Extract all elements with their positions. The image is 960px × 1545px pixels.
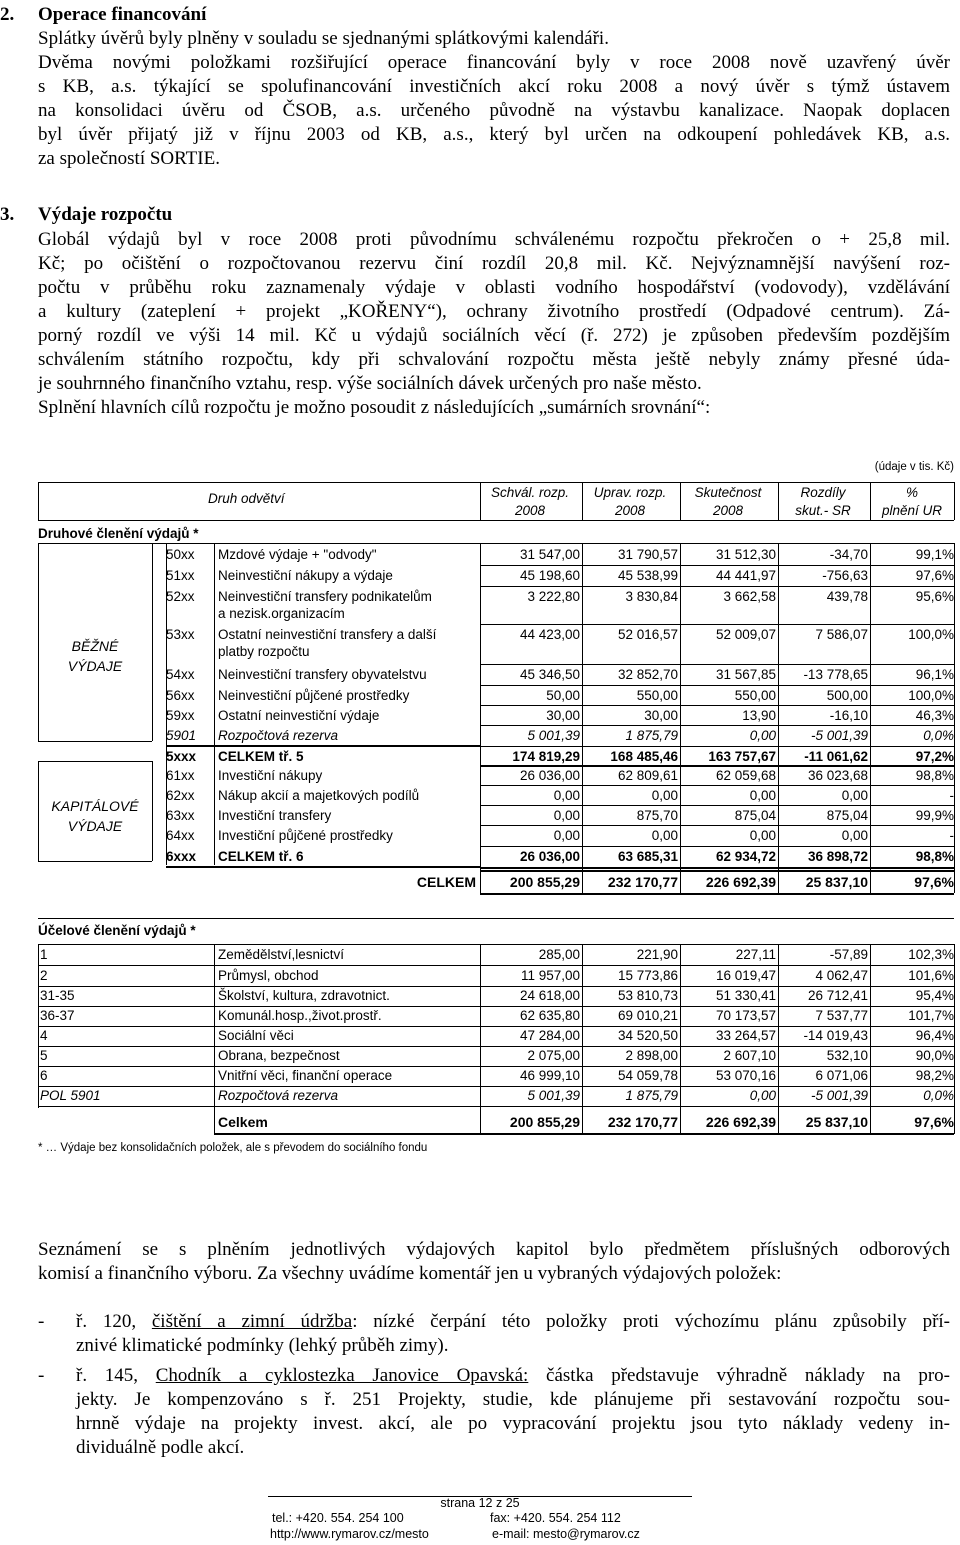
- row-value: 0,00: [841, 788, 868, 803]
- text-line: Splnění hlavních cílů rozpočtu je možno posoudit z následujících „sumárních srovnání“:: [38, 397, 711, 418]
- text-line: a kultury (zateplení + projekt „KOŘENY“), ochrany životního prostředí (Odpadové centrum). Zá-: [38, 301, 950, 322]
- row-name: Investiční nákupy: [218, 768, 323, 783]
- row-code: 51xx: [166, 568, 195, 583]
- row-value: 15 773,86: [617, 968, 678, 983]
- row-value: 875,04: [826, 808, 868, 823]
- druh-odvetvi-label: Druh odvětví: [208, 491, 285, 506]
- footer-email-link[interactable]: e-mail: mesto@rymarov.cz: [492, 1527, 640, 1541]
- total-value: 200 855,29: [509, 1114, 580, 1130]
- row-value: 11 957,00: [520, 968, 580, 983]
- row-value: 3 662,58: [723, 589, 776, 604]
- row-value: 100,0%: [908, 688, 954, 703]
- grand-total-value: 25 837,10: [805, 874, 868, 890]
- row-code: 56xx: [166, 688, 195, 703]
- row-value: 44 441,97: [715, 568, 776, 583]
- row-value: 168 485,46: [610, 749, 678, 764]
- row-value: 3 830,84: [625, 589, 678, 604]
- row-value: 2 898,00: [625, 1048, 678, 1063]
- row-value: 45 346,50: [519, 667, 580, 682]
- text-line: dividuálně podle akcí.: [76, 1437, 245, 1458]
- row-value: -: [949, 828, 954, 843]
- row-value: 70 173,57: [715, 1008, 776, 1023]
- text-line: porný rozdíl ve výši 14 mil. Kč u výdajů sociálních věcí (ř. 272) je způsoben především pozdějším: [38, 325, 950, 346]
- item-underlined: čištění a zimní údržba: [151, 1311, 353, 1332]
- row-value: 0,00: [749, 828, 776, 843]
- row-value: 0,00: [749, 1088, 776, 1103]
- item-2: [38, 1364, 950, 1460]
- row-value: 34 520,50: [617, 1028, 678, 1043]
- row-value: 285,00: [538, 947, 580, 962]
- row-value: 53 070,16: [715, 1068, 776, 1083]
- row-name: Obrana, bezpečnost: [218, 1048, 340, 1063]
- section-title: Operace financování: [38, 4, 207, 25]
- row-name: Investiční transfery: [218, 808, 332, 823]
- item-underlined: Chodník a cyklostezka Janovice Opavská:: [155, 1365, 529, 1386]
- row-value: 99,9%: [915, 808, 954, 823]
- row-code: 5: [40, 1048, 48, 1063]
- row-code: 59xx: [166, 708, 195, 723]
- text-line: Kč; po očištění o rozpočtovanou rezervu činí rozdíl 20,8 mil. Kč. Nejvýznamnější navýšení roz-: [38, 253, 950, 274]
- row-value: 6 071,06: [815, 1068, 868, 1083]
- column-subheader: plnění UR: [881, 503, 943, 518]
- row-value: 2 607,10: [723, 1048, 776, 1063]
- section-title: Výdaje rozpočtu: [38, 204, 173, 225]
- row-code: 5xxx: [166, 749, 197, 764]
- row-value: 100,0%: [908, 627, 954, 642]
- item-prefix: ř. 120,: [76, 1311, 152, 1332]
- row-value: 36 898,72: [807, 849, 868, 864]
- row-value: 98,2%: [915, 1068, 954, 1083]
- row-value: 46,3%: [915, 708, 954, 723]
- row-code: 53xx: [166, 627, 195, 642]
- row-code: 2: [40, 968, 48, 983]
- grand-total-value: 97,6%: [914, 874, 954, 890]
- row-value: 0,00: [553, 808, 580, 823]
- row-value: -5 001,39: [810, 728, 868, 743]
- row-value: 500,00: [826, 688, 868, 703]
- item-dash: -: [38, 1365, 45, 1386]
- row-value: 101,6%: [908, 968, 954, 983]
- row-value: 95,6%: [915, 589, 954, 604]
- column-subheader: 2008: [614, 503, 646, 518]
- row-value: 97,2%: [915, 749, 954, 764]
- text-line: jekty. Je kompenzováno s ř. 251 Projekty, studie, kde plánujeme při sestavování rozpočtu sou-: [76, 1389, 950, 1410]
- text-line: komisí a finančního výboru. Za všechny uvádíme komentář jen u vybraných výdajových položek:: [38, 1263, 782, 1284]
- row-value: 163 757,67: [708, 749, 776, 764]
- row-value: -11 061,62: [804, 749, 868, 764]
- row-value: 0,00: [553, 828, 580, 843]
- row-value: 52 016,57: [617, 627, 678, 642]
- total-value: 226 692,39: [705, 1114, 776, 1130]
- ucelove-title: Účelové členění výdajů *: [38, 923, 196, 938]
- row-value: 54 059,78: [617, 1068, 678, 1083]
- row-value: 1 875,79: [625, 728, 678, 743]
- text-line: hrnně výdaje na projekty invest. akcí, ale po vypracování projektu jsou tyto náklady vedeny in-: [76, 1413, 950, 1434]
- column-header: Rozdíly: [800, 485, 846, 500]
- row-value: 439,78: [826, 589, 868, 604]
- row-value: 97,6%: [915, 568, 954, 583]
- grand-total-label: CELKEM: [416, 874, 476, 890]
- row-code: 1: [40, 947, 48, 962]
- text-line: Splátky úvěrů byly plněny v souladu se sjednanými splátkovými kalendáři.: [38, 28, 609, 49]
- total-value: 232 170,77: [607, 1114, 678, 1130]
- units-note: (údaje v tis. Kč): [874, 461, 954, 473]
- table-footnote: * … Výdaje bez konsolidačních položek, ale s převodem do sociálního fondu: [38, 1142, 428, 1154]
- row-value: 33 264,57: [715, 1028, 776, 1043]
- row-name: Vnitřní věci, finanční operace: [218, 1068, 393, 1083]
- row-value: 47 284,00: [519, 1028, 580, 1043]
- column-subheader: skut.- SR: [795, 503, 851, 518]
- row-value: 96,1%: [915, 667, 954, 682]
- text-line: za společností SORTIE.: [38, 148, 220, 169]
- row-value: 0,00: [553, 788, 580, 803]
- row-value: 62 635,80: [519, 1008, 580, 1023]
- row-name: CELKEM tř. 5: [218, 749, 304, 764]
- column-header: %: [905, 485, 918, 500]
- row-value: 0,00: [651, 788, 678, 803]
- row-code: 6: [40, 1068, 48, 1083]
- row-code: POL 5901: [40, 1088, 101, 1103]
- column-subheader: 2008: [514, 503, 546, 518]
- row-value: 99,1%: [915, 547, 954, 562]
- row-value: 0,0%: [923, 728, 954, 743]
- text-line: počtu v průběhu roku zaznamenaly výdaje v oblasti vodního hospodářství (vodovody), vzdělávání: [38, 277, 950, 298]
- row-value: 26 712,41: [807, 988, 868, 1003]
- row-value: -57,89: [829, 947, 868, 962]
- row-value: 0,00: [651, 828, 678, 843]
- row-value: 62 809,61: [617, 768, 678, 783]
- row-value: 102,3%: [908, 947, 954, 962]
- section-number: 3.: [0, 204, 15, 225]
- row-value: 98,8%: [915, 849, 954, 864]
- row-value: 53 810,73: [617, 988, 678, 1003]
- row-value: 62 934,72: [715, 849, 776, 864]
- row-value: 52 009,07: [715, 627, 776, 642]
- row-value: 31 547,00: [519, 547, 580, 562]
- row-value: 69 010,21: [617, 1008, 678, 1023]
- row-value: 51 330,41: [715, 988, 776, 1003]
- row-name: Neinvestiční půjčené prostředky: [218, 688, 410, 703]
- row-value: -: [949, 788, 954, 803]
- grand-total-value: 232 170,77: [607, 874, 678, 890]
- row-name-cont: platby rozpočtu: [218, 644, 310, 659]
- row-value: 101,7%: [908, 1008, 954, 1023]
- footer-fax: fax: +420. 554. 254 112: [490, 1511, 621, 1525]
- kapitalove-vydaje-label: KAPITÁLOVÉ VÝDAJE: [51, 798, 139, 834]
- text-line: s KB, a.s. týkající se spolufinancování investičních akcí roku 2008 a nový úvěr s týmž ústavem: [38, 76, 950, 97]
- row-value: 44 423,00: [519, 627, 580, 642]
- druhove-title: Druhové členění výdajů *: [38, 526, 199, 541]
- row-value: 0,00: [841, 828, 868, 843]
- row-value: 62 059,68: [715, 768, 776, 783]
- row-value: 46 999,10: [519, 1068, 580, 1083]
- row-value: 0,00: [749, 788, 776, 803]
- grand-total-value: 200 855,29: [509, 874, 580, 890]
- row-value: 0,0%: [923, 1088, 954, 1103]
- row-value: 45 538,99: [617, 568, 678, 583]
- row-name: Mzdové výdaje + "odvody": [218, 547, 377, 562]
- row-code: 52xx: [166, 589, 195, 604]
- row-name: Rozpočtová rezerva: [218, 728, 339, 743]
- row-name: Zemědělství,lesnictví: [218, 947, 345, 962]
- row-value: -13 778,65: [803, 667, 868, 682]
- row-value: 26 036,00: [519, 849, 580, 864]
- row-value: 63 685,31: [617, 849, 678, 864]
- row-value: -5 001,39: [810, 1088, 868, 1103]
- text-line: znivé klimatické podmínky (lehký průběh zimy).: [76, 1335, 449, 1356]
- text-line: na konsolidaci úvěru od ČSOB, a.s. určeného původně na výstavbu kanalizace. Naopak doplacen: [38, 100, 950, 121]
- row-value: -16,10: [829, 708, 868, 723]
- column-header: Uprav. rozp.: [593, 485, 667, 500]
- row-value: 13,90: [742, 708, 776, 723]
- row-value: 875,04: [734, 808, 776, 823]
- row-value: 45 198,60: [519, 568, 580, 583]
- comment-text: [38, 1238, 950, 1286]
- item-rest: částka představuje výhradně náklady na pro-: [528, 1365, 950, 1386]
- row-value: 50,00: [546, 688, 580, 703]
- text-line: Dvěma novými položkami rozšiřující operace financování byly v roce 2008 nově uzavřený úvěr: [38, 52, 950, 73]
- row-value: 221,90: [636, 947, 678, 962]
- row-code: 5901: [166, 728, 197, 743]
- row-value: 5 001,39: [527, 728, 580, 743]
- section-number: 2.: [0, 4, 15, 25]
- row-value: 24 618,00: [519, 988, 580, 1003]
- row-name: CELKEM tř. 6: [218, 849, 304, 864]
- footer-web-link[interactable]: http://www.rymarov.cz/mesto: [270, 1527, 429, 1541]
- row-value: 26 036,00: [519, 768, 580, 783]
- row-value: 31 790,57: [617, 547, 678, 562]
- text-line: je souhrnného finančního vztahu, resp. výše sociálních dávek určených pro naše město.: [38, 373, 702, 394]
- total-value: 97,6%: [914, 1114, 954, 1130]
- row-value: 31 567,85: [715, 667, 776, 682]
- row-name: Neinvestiční transfery obyvatelstvu: [218, 667, 427, 682]
- row-value: 875,70: [636, 808, 678, 823]
- total-label: Celkem: [218, 1114, 268, 1130]
- row-value: 31 512,30: [715, 547, 776, 562]
- row-value: 36 023,68: [807, 768, 868, 783]
- row-code: 63xx: [166, 808, 195, 823]
- row-code: 6xxx: [166, 849, 197, 864]
- row-value: 1 875,79: [625, 1088, 678, 1103]
- column-header: Schvál. rozp.: [490, 485, 570, 500]
- row-name: Neinvestiční transfery podnikatelům: [218, 589, 432, 604]
- row-value: -756,63: [822, 568, 868, 583]
- row-value: 550,00: [734, 688, 776, 703]
- row-value: 98,8%: [915, 768, 954, 783]
- row-name: Rozpočtová rezerva: [218, 1088, 339, 1103]
- row-value: 174 819,29: [512, 749, 580, 764]
- row-name: Ostatní neinvestiční výdaje: [218, 708, 380, 723]
- item-rest: : nízké čerpání této položky proti výchozímu plánu způsobily pří-: [352, 1311, 950, 1332]
- row-value: 30,00: [546, 708, 580, 723]
- row-value: 0,00: [749, 728, 776, 743]
- bezne-vydaje-label: BĚŽNÉ VÝDAJE: [67, 638, 123, 674]
- row-code: 54xx: [166, 667, 195, 682]
- row-value: 550,00: [636, 688, 678, 703]
- row-value: 2 075,00: [527, 1048, 580, 1063]
- row-value: 4 062,47: [815, 968, 868, 983]
- row-value: 5 001,39: [527, 1088, 580, 1103]
- text-line: Globál výdajů byl v roce 2008 proti původnímu schválenému rozpočtu překročen o + 25,8 mil.: [38, 229, 950, 250]
- row-value: 96,4%: [915, 1028, 954, 1043]
- row-code: 62xx: [166, 788, 195, 803]
- item-prefix: ř. 145,: [76, 1365, 156, 1386]
- row-name: Školství, kultura, zdravotnict.: [218, 988, 390, 1003]
- row-name: Průmysl, obchod: [218, 968, 319, 983]
- row-name: Investiční půjčené prostředky: [218, 828, 393, 843]
- page-number: strana 12 z 25: [440, 1496, 520, 1510]
- row-name-cont: a nezisk.organizacím: [218, 606, 345, 621]
- row-name: Ostatní neinvestiční transfery a další: [218, 627, 437, 642]
- row-value: 3 222,80: [527, 589, 580, 604]
- row-value: -34,70: [829, 547, 868, 562]
- row-value: 16 019,47: [715, 968, 776, 983]
- total-value: 25 837,10: [805, 1114, 868, 1130]
- text-line: schválením státního rozpočtu, kdy při schvalování rozpočtu města ještě nebyly známy přesné úda-: [38, 349, 950, 370]
- text-line: byl úvěr přijatý již v říjnu 2003 od KB, a.s., který byl určen na odkoupení pohledávek KB, a.s.: [38, 124, 950, 145]
- column-subheader: 2008: [712, 503, 744, 518]
- row-name: Sociální věci: [218, 1028, 294, 1043]
- row-value: 532,10: [826, 1048, 868, 1063]
- row-value: 7 537,77: [815, 1008, 868, 1023]
- row-name: Nákup akcií a majetkových podílů: [218, 788, 420, 803]
- row-name: Neinvestiční nákupy a výdaje: [218, 568, 393, 583]
- row-value: -14 019,43: [803, 1028, 868, 1043]
- column-header: Skutečnost: [694, 485, 762, 500]
- grand-total-value: 226 692,39: [705, 874, 776, 890]
- row-code: 36-37: [40, 1008, 75, 1023]
- row-code: 4: [40, 1028, 48, 1043]
- row-code: 64xx: [166, 828, 195, 843]
- footer-tel: tel.: +420. 554. 254 100: [272, 1511, 404, 1525]
- row-value: 227,11: [735, 947, 776, 962]
- row-value: 95,4%: [915, 988, 954, 1003]
- row-value: 90,0%: [915, 1048, 954, 1063]
- row-code: 50xx: [166, 547, 195, 562]
- row-code: 31-35: [40, 988, 75, 1003]
- row-code: 61xx: [166, 768, 195, 783]
- row-value: 7 586,07: [815, 627, 868, 642]
- row-name: Komunál.hosp.,život.prostř.: [218, 1008, 382, 1023]
- text-line: Seznámení se s plněním jednotlivých výdajových kapitol bylo předmětem příslušných odborových: [38, 1239, 950, 1260]
- item-1: [38, 1310, 950, 1358]
- row-value: 32 852,70: [617, 667, 678, 682]
- item-dash: -: [38, 1311, 45, 1332]
- row-value: 30,00: [644, 708, 678, 723]
